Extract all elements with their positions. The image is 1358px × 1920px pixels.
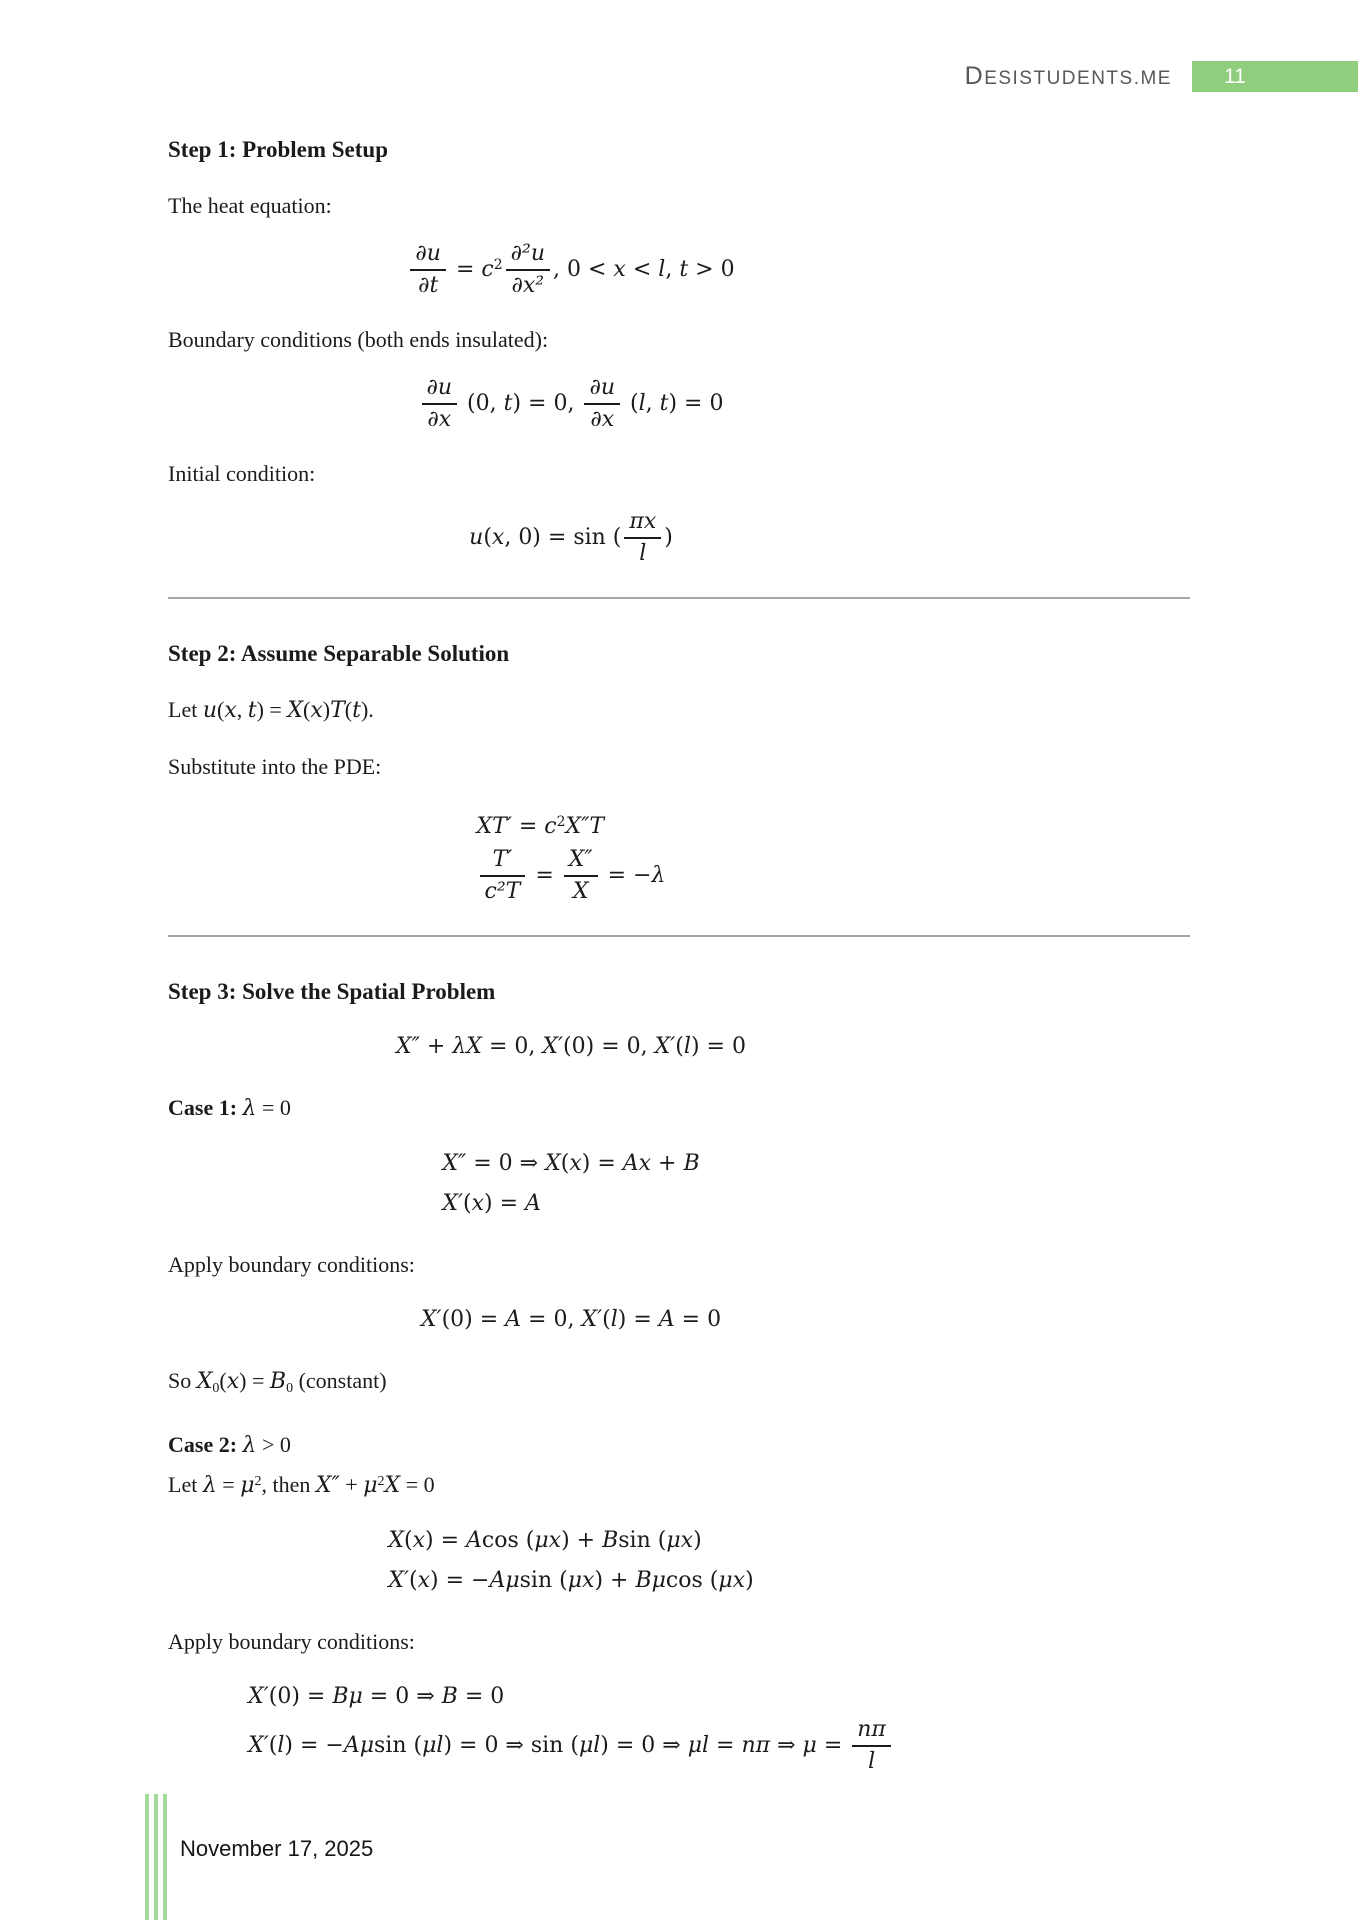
text-token: l	[610, 1307, 618, 1332]
equation-group	[388, 1521, 753, 1601]
text-token: t	[352, 698, 361, 723]
equation-group	[396, 1027, 746, 1067]
text-token: (0) =	[441, 1307, 506, 1332]
equation-group	[407, 241, 734, 299]
text-token: (	[303, 697, 311, 722]
fraction-denominator: c²T	[480, 875, 526, 905]
text-token: X″	[396, 1034, 420, 1059]
page-header	[965, 61, 1358, 92]
site-name: DESISTUDENTS.ME	[964, 62, 1172, 90]
text-token: X	[388, 1528, 404, 1553]
text-token: cos (	[665, 1568, 719, 1593]
text-token: XT′	[476, 814, 512, 839]
fraction	[852, 1717, 891, 1775]
text-token: sin (	[519, 1568, 568, 1593]
text-token: = 0 ⇒	[466, 1151, 546, 1176]
text-token: The heat equation:	[168, 193, 332, 218]
text-token: (	[483, 525, 492, 550]
text-token: μ	[363, 1473, 378, 1498]
text-token: λ	[242, 1433, 257, 1458]
equation	[168, 375, 1190, 433]
text-token: Apply boundary conditions:	[168, 1252, 415, 1277]
text-token: cos (	[481, 1528, 535, 1553]
paragraph	[168, 1250, 1190, 1280]
paragraph	[168, 1093, 1190, 1124]
text-token: (	[404, 1528, 413, 1553]
text-token: X′	[654, 1034, 676, 1059]
equation	[168, 1027, 1190, 1067]
fraction	[624, 509, 661, 567]
text-token: = 0	[256, 1095, 291, 1120]
text-token: ) =	[425, 1528, 467, 1553]
text-token: x	[569, 1151, 582, 1176]
equation-line	[421, 1300, 721, 1340]
text-token: ) +	[561, 1528, 603, 1553]
fraction-numerator: πx	[629, 509, 657, 534]
fraction-denominator: ∂x	[422, 403, 458, 433]
text-token: =	[528, 863, 561, 888]
text-token: x	[226, 1369, 240, 1394]
text-token: 2	[493, 257, 503, 273]
text-token: λ	[202, 1473, 217, 1498]
equation-group	[419, 375, 724, 433]
fraction	[506, 241, 550, 299]
text-token: sin (	[374, 1733, 423, 1758]
text-token: =	[511, 814, 545, 839]
text-token: μx	[666, 1528, 694, 1553]
text-token: = 0	[400, 1472, 435, 1497]
text-token: λ	[242, 1096, 257, 1121]
text-token: (0) =	[268, 1684, 333, 1709]
text-token: =	[448, 257, 482, 282]
text-token: Ax	[622, 1151, 652, 1176]
text-token: X′	[388, 1568, 409, 1593]
text-token: (	[602, 1307, 611, 1332]
text-token: A	[525, 1191, 541, 1216]
fraction-denominator: l	[852, 1745, 891, 1775]
text-token: ) =	[617, 1307, 659, 1332]
text-token: 2	[556, 814, 566, 830]
text-token: (	[268, 1733, 278, 1758]
text-token: )	[664, 525, 673, 550]
text-token: ) =	[239, 1368, 270, 1393]
fraction-denominator: ∂t	[410, 269, 446, 299]
fraction-numerator: T′	[492, 847, 513, 872]
text-token: λ	[651, 863, 666, 888]
text-token: sin (	[618, 1528, 667, 1553]
page-number: 11	[1224, 64, 1246, 88]
text-token: , 0 <	[553, 257, 614, 282]
text-token: Let	[168, 1472, 203, 1497]
text-token: t	[503, 391, 513, 416]
paragraph	[168, 1430, 1190, 1461]
text-token: x	[417, 1568, 431, 1593]
fraction-numerator: ∂u	[426, 375, 453, 400]
text-token: X″	[315, 1473, 340, 1498]
text-token: x	[412, 1528, 426, 1553]
text-token: X′	[420, 1307, 442, 1332]
text-token: t	[659, 391, 669, 416]
paragraph	[168, 1627, 1190, 1657]
text-token: = 0,	[481, 1034, 543, 1059]
document-content	[168, 94, 1190, 1795]
text-token: =	[709, 1733, 742, 1758]
text-token: (	[675, 1034, 684, 1059]
equation-line	[469, 509, 673, 567]
equation-line	[388, 1561, 753, 1601]
equation	[168, 802, 1190, 905]
page-number-badge	[1192, 61, 1358, 92]
footer-accent-lines-icon	[145, 1794, 172, 1920]
text-token: B	[441, 1684, 458, 1709]
equation-line	[396, 1027, 746, 1067]
text-token: X′	[542, 1034, 564, 1059]
text-token: X′	[248, 1733, 269, 1758]
text-token: ).	[360, 697, 374, 722]
page-footer	[0, 1794, 1358, 1920]
fraction-denominator: ∂x²	[506, 269, 550, 299]
equation	[168, 1677, 1190, 1775]
text-token: = −	[600, 863, 652, 888]
text-token: μ	[240, 1473, 255, 1498]
equation-group	[421, 1300, 721, 1340]
fraction-denominator: X	[564, 875, 598, 905]
fraction	[564, 847, 598, 905]
text-token: (constant)	[293, 1368, 387, 1393]
text-token: Let	[168, 697, 203, 722]
equation-line	[248, 1717, 894, 1775]
text-token: (	[217, 697, 225, 722]
text-token: X	[384, 1473, 401, 1498]
text-token: μl	[578, 1733, 601, 1758]
text-token: (	[409, 1568, 418, 1593]
text-token: 2	[377, 1474, 385, 1489]
equation-line	[442, 1144, 699, 1184]
text-token: ,	[645, 391, 660, 416]
text-token: +	[339, 1472, 364, 1497]
fraction-numerator: nπ	[857, 1717, 886, 1742]
text-token: = 0,	[521, 1307, 582, 1332]
text-token: X″T	[565, 814, 605, 839]
text-token: T	[330, 698, 345, 723]
text-token: , then	[261, 1472, 316, 1497]
text-token: <	[625, 257, 659, 282]
text-token: ) = 0	[668, 391, 724, 416]
equation-line	[419, 375, 724, 433]
fraction	[410, 241, 446, 299]
text-token: ,	[236, 697, 248, 722]
text-token: > 0	[688, 257, 735, 282]
equation-line	[407, 241, 734, 299]
text-token: 0	[286, 1381, 294, 1396]
equation-group	[248, 1677, 894, 1775]
text-token: , 0) = sin (	[504, 525, 622, 550]
text-token: = 0	[457, 1684, 505, 1709]
text-token: X	[287, 698, 303, 723]
text-token: )	[693, 1528, 702, 1553]
paragraph	[168, 1366, 1190, 1404]
paragraph	[168, 459, 1190, 489]
text-token: x	[471, 1191, 485, 1216]
text-token: X	[545, 1151, 561, 1176]
text-token: c	[544, 814, 557, 839]
text-token: 0	[212, 1381, 220, 1396]
text-token: t	[247, 698, 257, 723]
text-token: ) =	[484, 1191, 526, 1216]
fraction	[422, 375, 458, 433]
text-token: Boundary conditions (both ends insulated):	[168, 327, 549, 352]
text-token: A	[658, 1307, 675, 1332]
text-token: = 0 ⇒	[362, 1684, 442, 1709]
text-token: =	[216, 1472, 241, 1497]
equation-line	[442, 1184, 699, 1224]
text-token: μl	[422, 1733, 444, 1758]
text-token: t	[679, 257, 689, 282]
text-token: ⇒	[770, 1733, 803, 1758]
equation-group	[477, 802, 666, 905]
text-token: nπ	[741, 1733, 771, 1758]
text-token: X″	[442, 1151, 467, 1176]
text-token: > 0	[256, 1432, 291, 1457]
section-heading: Step 3: Solve the Spatial Problem	[168, 979, 496, 1004]
text-token: B	[602, 1528, 619, 1553]
text-token: (0,	[460, 391, 504, 416]
equation-group	[442, 1144, 699, 1224]
text-token: (	[344, 697, 353, 722]
paragraph	[168, 695, 1190, 726]
text-token: (	[623, 391, 639, 416]
text-token: l	[683, 1034, 691, 1059]
text-token: X′	[442, 1191, 463, 1216]
text-token: B	[269, 1369, 287, 1394]
section-heading: Step 1: Problem Setup	[168, 137, 388, 162]
paragraph	[168, 325, 1190, 355]
fraction	[584, 375, 620, 433]
paragraph	[168, 1467, 1190, 1501]
text-token: Case 1:	[168, 1095, 243, 1120]
section-heading: Step 2: Assume Separable Solution	[168, 641, 510, 666]
text-token: Initial condition:	[168, 461, 316, 486]
text-token: μ	[802, 1733, 817, 1758]
text-token: μx	[567, 1568, 595, 1593]
section-divider	[168, 935, 1190, 937]
equation	[168, 1144, 1190, 1224]
text-token: So	[168, 1368, 197, 1393]
text-token: Substitute into the PDE:	[168, 754, 382, 779]
text-token: ) = −	[430, 1568, 490, 1593]
fraction-numerator: ∂²u	[510, 241, 546, 266]
text-token: Case 2:	[168, 1432, 243, 1457]
fraction-denominator: ∂x	[584, 403, 620, 433]
text-token: A	[505, 1307, 522, 1332]
text-token: x	[310, 698, 323, 723]
paragraph	[168, 191, 1190, 221]
equation-line	[248, 1677, 894, 1717]
text-token: Apply boundary conditions:	[168, 1629, 415, 1654]
text-token: μx	[534, 1528, 562, 1553]
equation	[168, 241, 1190, 299]
text-token: ) = 0,	[512, 391, 582, 416]
text-token: B	[683, 1151, 700, 1176]
equation	[168, 509, 1190, 567]
text-token: μx	[718, 1568, 746, 1593]
text-token: μl	[687, 1733, 710, 1758]
fraction	[480, 847, 526, 905]
text-token: ) =	[256, 697, 288, 722]
equation-line	[388, 1521, 753, 1561]
text-token: +	[419, 1034, 453, 1059]
text-token: (	[560, 1151, 570, 1176]
text-token: c	[481, 257, 494, 282]
text-token: ) =	[581, 1151, 623, 1176]
text-token: l	[658, 257, 666, 282]
text-token: Aμ	[489, 1568, 520, 1593]
text-token: x	[613, 257, 626, 282]
text-token: )	[322, 697, 331, 722]
text-token: (0) = 0,	[563, 1034, 655, 1059]
text-token: ) = −	[284, 1733, 344, 1758]
text-token: Bμ	[635, 1568, 666, 1593]
text-token: x	[224, 698, 237, 723]
text-token: l	[638, 391, 646, 416]
text-token: X	[196, 1369, 213, 1394]
text-token: Aμ	[343, 1733, 375, 1758]
paragraph	[168, 752, 1190, 782]
fraction-numerator: ∂u	[589, 375, 616, 400]
fraction-denominator: l	[624, 537, 661, 567]
text-token: x	[491, 525, 505, 550]
text-token: X′	[581, 1307, 603, 1332]
text-token: ) = 0 ⇒ sin (	[443, 1733, 579, 1758]
equation-line	[477, 847, 666, 905]
equation-line	[477, 802, 666, 847]
text-token: l	[277, 1733, 285, 1758]
text-token: )	[745, 1568, 754, 1593]
text-token: =	[816, 1733, 850, 1758]
footer-date: November 17, 2025	[180, 1836, 374, 1861]
equation	[168, 1521, 1190, 1601]
text-token: u	[202, 698, 217, 723]
text-token: 2	[254, 1474, 262, 1489]
text-token: A	[466, 1528, 482, 1553]
text-token: ) = 0	[690, 1034, 746, 1059]
text-token: (	[219, 1368, 227, 1393]
equation-group	[469, 509, 673, 567]
text-token: +	[651, 1151, 684, 1176]
text-token: X′	[248, 1684, 269, 1709]
equation	[168, 1300, 1190, 1340]
fraction-numerator: ∂u	[415, 241, 441, 266]
text-token: ) = 0 ⇒	[600, 1733, 688, 1758]
text-token: ) +	[594, 1568, 636, 1593]
text-token: u	[469, 525, 484, 550]
fraction-numerator: X″	[568, 847, 593, 872]
text-token: Bμ	[332, 1684, 363, 1709]
text-token: λX	[452, 1034, 482, 1059]
text-token: = 0	[674, 1307, 722, 1332]
text-token: ,	[665, 257, 680, 282]
section-divider	[168, 597, 1190, 599]
text-token: (	[463, 1191, 472, 1216]
